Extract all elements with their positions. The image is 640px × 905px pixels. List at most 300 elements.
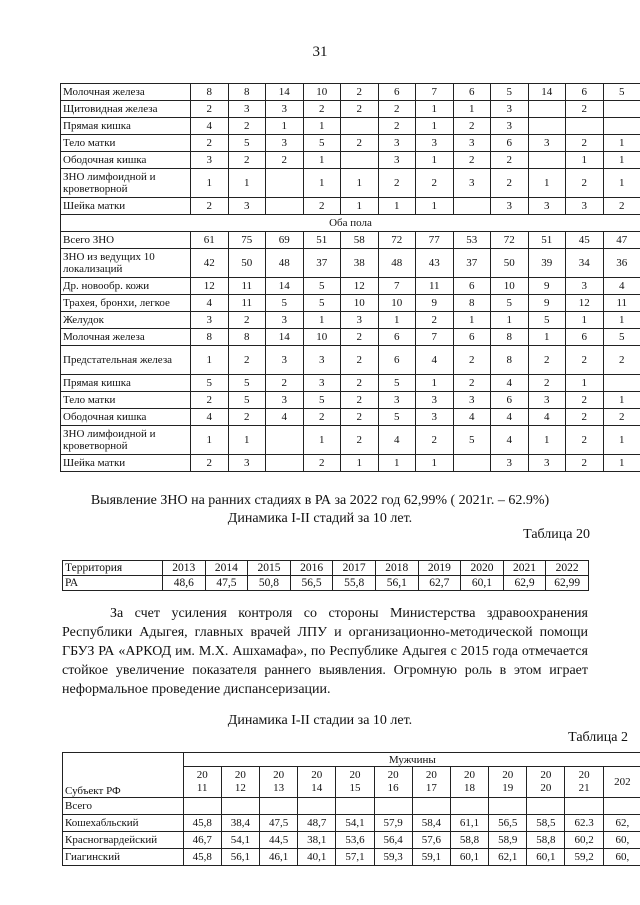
row-label: Ободочная кишка xyxy=(61,409,191,426)
year-bottom: 21 xyxy=(578,782,590,794)
cell-value: 1 xyxy=(603,392,640,409)
year-header: 2014 xyxy=(205,561,248,576)
cell-value: 60, xyxy=(603,832,640,849)
cell-value: 45,8 xyxy=(183,815,221,832)
cell-value: 2 xyxy=(228,409,266,426)
cell-value: 61 xyxy=(191,232,229,249)
year-bottom: 12 xyxy=(234,782,246,794)
row-label: Молочная железа xyxy=(61,84,191,101)
table-row xyxy=(61,278,640,295)
cell-value: 1 xyxy=(603,152,640,169)
cell-value xyxy=(528,118,566,135)
year-header xyxy=(489,767,527,798)
cell-value: 2 xyxy=(191,392,229,409)
cell-value: 3 xyxy=(378,152,416,169)
row-label: Молочная железа xyxy=(61,329,191,346)
cell-value: 60,1 xyxy=(461,576,504,591)
cell-value: 1 xyxy=(191,346,229,375)
cell-value: 5 xyxy=(228,392,266,409)
empty-cell xyxy=(527,798,565,815)
cell-value: 5 xyxy=(266,295,304,312)
header-row xyxy=(63,561,589,576)
cell-value: 8 xyxy=(191,329,229,346)
cell-value: 2 xyxy=(266,152,304,169)
year-top: 20 xyxy=(464,769,475,781)
cell-value: 1 xyxy=(341,169,379,198)
cell-value: 3 xyxy=(491,198,529,215)
cell-value: 56,1 xyxy=(375,576,418,591)
empty-cell xyxy=(259,798,297,815)
cell-value: 2 xyxy=(378,101,416,118)
cell-value: 3 xyxy=(228,455,266,472)
cell-value: 5 xyxy=(603,329,640,346)
cell-value: 3 xyxy=(303,375,341,392)
cell-value: 62,9 xyxy=(503,576,546,591)
section-row xyxy=(63,798,640,815)
cell-value: 2 xyxy=(303,455,341,472)
group-header: Мужчины xyxy=(183,753,640,767)
cell-value: 1 xyxy=(341,455,379,472)
cell-value: 3 xyxy=(416,392,454,409)
cell-value: 6 xyxy=(566,329,604,346)
table-row xyxy=(63,576,589,591)
cell-value: 2 xyxy=(566,409,604,426)
cell-value: 1 xyxy=(303,312,341,329)
cell-value: 1 xyxy=(528,426,566,455)
cell-value: 2 xyxy=(453,152,491,169)
cell-value: 1 xyxy=(566,152,604,169)
cell-value: 14 xyxy=(266,84,304,101)
row-label: Ободочная кишка xyxy=(61,152,191,169)
cell-value: 38,1 xyxy=(298,832,336,849)
cell-value: 4 xyxy=(453,409,491,426)
row-label: РА xyxy=(63,576,163,591)
cell-value: 2 xyxy=(453,375,491,392)
table-20-label: Таблица 20 xyxy=(523,527,590,542)
table-row xyxy=(61,295,640,312)
cell-value: 2 xyxy=(341,346,379,375)
cell-value: 3 xyxy=(453,169,491,198)
cell-value: 10 xyxy=(303,329,341,346)
cell-value xyxy=(453,455,491,472)
cell-value: 6 xyxy=(566,84,604,101)
cell-value: 60, xyxy=(603,849,640,866)
empty-cell xyxy=(374,798,412,815)
cell-value: 2 xyxy=(341,84,379,101)
empty-cell xyxy=(221,798,259,815)
cell-value: 42 xyxy=(191,249,229,278)
cell-value: 61,1 xyxy=(450,815,488,832)
cell-value: 2 xyxy=(603,346,640,375)
table-row xyxy=(61,312,640,329)
cell-value: 46,7 xyxy=(183,832,221,849)
cell-value: 51 xyxy=(528,232,566,249)
cell-value: 5 xyxy=(528,312,566,329)
cell-value: 46,1 xyxy=(259,849,297,866)
cell-value xyxy=(453,198,491,215)
section-label: Всего xyxy=(63,798,184,815)
cell-value: 3 xyxy=(491,101,529,118)
year-header xyxy=(221,767,259,798)
cell-value: 58 xyxy=(341,232,379,249)
cell-value: 48,6 xyxy=(163,576,206,591)
cell-value: 59,1 xyxy=(412,849,450,866)
cell-value: 57,6 xyxy=(412,832,450,849)
cell-value: 2 xyxy=(378,169,416,198)
row-label: Прямая кишка xyxy=(61,118,191,135)
cell-value: 3 xyxy=(528,455,566,472)
paragraph-text: За счет усиления контроля со стороны Министерства здравоохранения Республики Адыгея, главных врачей ЛПУ и организационно-методической помощи ГБУЗ РА «АРКОД им. М.Х. Ашхамафа», по Республике Адыгея с 2015 года отмечается стойкое увеличение показателя раннего выявления. Огромную роль в этом играет неформальное проведение диспансеризации. xyxy=(62,606,588,697)
cell-value xyxy=(266,426,304,455)
year-header xyxy=(450,767,488,798)
page-number: 31 xyxy=(312,44,328,60)
cell-value: 53 xyxy=(453,232,491,249)
cell-value: 2 xyxy=(378,118,416,135)
cell-value: 72 xyxy=(378,232,416,249)
year-header: 2019 xyxy=(418,561,461,576)
cell-value: 2 xyxy=(303,198,341,215)
cell-value: 2 xyxy=(566,392,604,409)
cell-value: 3 xyxy=(528,135,566,152)
cell-value: 4 xyxy=(603,278,640,295)
cell-value: 1 xyxy=(303,118,341,135)
cell-value: 2 xyxy=(566,169,604,198)
year-bottom: 19 xyxy=(502,782,514,794)
cell-value: 1 xyxy=(603,426,640,455)
cell-value: 40,1 xyxy=(298,849,336,866)
year-top: 20 xyxy=(425,769,437,781)
cell-value: 1 xyxy=(303,152,341,169)
year-top: 20 xyxy=(349,769,361,781)
cell-value: 47,5 xyxy=(259,815,297,832)
cell-value: 3 xyxy=(378,392,416,409)
cell-value: 5 xyxy=(303,392,341,409)
cell-value: 4 xyxy=(266,409,304,426)
cell-value: 1 xyxy=(528,329,566,346)
empty-cell xyxy=(489,798,527,815)
cell-value xyxy=(341,152,379,169)
cell-value xyxy=(528,152,566,169)
cell-value: 7 xyxy=(416,84,454,101)
cell-value: 38,4 xyxy=(221,815,259,832)
cell-value: 57,9 xyxy=(374,815,412,832)
cell-value: 9 xyxy=(528,295,566,312)
cell-value: 2 xyxy=(266,375,304,392)
row-label: ЗНО лимфоидной и кроветворной xyxy=(61,169,191,198)
row-label: Тело матки xyxy=(61,392,191,409)
cell-value: 2 xyxy=(416,312,454,329)
cell-value: 6 xyxy=(453,278,491,295)
cell-value: 3 xyxy=(228,101,266,118)
cell-value: 8 xyxy=(228,84,266,101)
cell-value: 5 xyxy=(453,426,491,455)
cell-value: 2 xyxy=(453,346,491,375)
cell-value: 14 xyxy=(528,84,566,101)
cell-value: 8 xyxy=(491,346,529,375)
cell-value: 2 xyxy=(341,409,379,426)
table-row xyxy=(61,426,640,455)
row-label: Кошехабльский xyxy=(63,815,184,832)
cell-value: 2 xyxy=(453,118,491,135)
cell-value: 6 xyxy=(378,346,416,375)
cell-value: 4 xyxy=(491,426,529,455)
year-header xyxy=(374,767,412,798)
cell-value: 5 xyxy=(491,84,529,101)
table-21-label: Таблица 2 xyxy=(568,730,628,745)
cell-value: 4 xyxy=(416,346,454,375)
cell-value: 1 xyxy=(378,455,416,472)
cell-value xyxy=(266,455,304,472)
year-bottom: 15 xyxy=(349,782,361,794)
cell-value: 1 xyxy=(228,426,266,455)
cell-value: 2 xyxy=(228,152,266,169)
cell-value: 3 xyxy=(266,101,304,118)
year-header xyxy=(565,767,603,798)
cell-value: 3 xyxy=(228,198,266,215)
year-header: 2015 xyxy=(248,561,291,576)
empty-cell xyxy=(603,798,640,815)
cell-value: 47 xyxy=(603,232,640,249)
subject-header: Субъект РФ xyxy=(63,753,184,798)
cell-value: 6 xyxy=(378,84,416,101)
year-header: 2021 xyxy=(503,561,546,576)
cell-value: 3 xyxy=(378,135,416,152)
table-row xyxy=(61,101,640,118)
cell-value: 10 xyxy=(378,295,416,312)
table-row xyxy=(63,815,640,832)
cell-value: 1 xyxy=(603,169,640,198)
cell-value: 2 xyxy=(566,426,604,455)
cell-value: 12 xyxy=(191,278,229,295)
cell-value: 77 xyxy=(416,232,454,249)
cell-value: 2 xyxy=(341,329,379,346)
table-row xyxy=(61,375,640,392)
cell-value: 5 xyxy=(191,375,229,392)
cell-value: 2 xyxy=(341,392,379,409)
year-header xyxy=(259,767,297,798)
cell-value: 2 xyxy=(416,169,454,198)
cell-value: 3 xyxy=(491,118,529,135)
cell-value: 2 xyxy=(416,426,454,455)
cell-value: 5 xyxy=(303,295,341,312)
empty-cell xyxy=(336,798,374,815)
year-header xyxy=(603,767,640,798)
cell-value: 60,2 xyxy=(565,832,603,849)
cell-value: 54,1 xyxy=(221,832,259,849)
cell-value: 39 xyxy=(528,249,566,278)
cell-value: 75 xyxy=(228,232,266,249)
dynamics-heading-2: Динамика I-II стадии за 10 лет. xyxy=(227,713,413,728)
cell-value: 2 xyxy=(603,409,640,426)
cell-value: 56,5 xyxy=(290,576,333,591)
cell-value: 58,4 xyxy=(412,815,450,832)
cell-value: 3 xyxy=(453,392,491,409)
cell-value: 4 xyxy=(191,409,229,426)
row-label: Шейка матки xyxy=(61,198,191,215)
table-row xyxy=(61,198,640,215)
cell-value: 5 xyxy=(303,135,341,152)
cell-value: 51 xyxy=(303,232,341,249)
year-header xyxy=(183,767,221,798)
cell-value: 2 xyxy=(303,101,341,118)
cell-value xyxy=(528,101,566,118)
empty-cell xyxy=(298,798,336,815)
territory-header: Территория xyxy=(63,561,163,576)
early-detection-heading: Выявление ЗНО на ранних стадиях в РА за 2022 год 62,99% ( 2021г. – 62.9%) xyxy=(90,493,550,508)
table-row xyxy=(61,249,640,278)
cell-value: 50 xyxy=(491,249,529,278)
cell-value: 60,1 xyxy=(450,849,488,866)
cell-value xyxy=(603,101,640,118)
year-header: 2018 xyxy=(375,561,418,576)
cell-value: 6 xyxy=(453,84,491,101)
table-row xyxy=(61,118,640,135)
cell-value: 11 xyxy=(228,278,266,295)
cell-value: 10 xyxy=(491,278,529,295)
dynamics-subheading: Динамика I-II стадий за 10 лет. xyxy=(227,511,413,526)
cell-value: 57,1 xyxy=(336,849,374,866)
cell-value: 2 xyxy=(528,346,566,375)
cell-value: 5 xyxy=(603,84,640,101)
cell-value: 2 xyxy=(566,346,604,375)
cell-value: 2 xyxy=(341,101,379,118)
year-top: 20 xyxy=(578,769,590,781)
cell-value: 1 xyxy=(603,135,640,152)
cell-value xyxy=(341,118,379,135)
cell-value: 7 xyxy=(416,329,454,346)
cell-value: 1 xyxy=(228,169,266,198)
year-header xyxy=(527,767,565,798)
cell-value: 62,1 xyxy=(489,849,527,866)
year-bottom: 16 xyxy=(387,782,399,794)
cell-value: 1 xyxy=(378,312,416,329)
cell-value: 12 xyxy=(566,295,604,312)
year-bottom: 14 xyxy=(311,782,323,794)
cell-value: 1 xyxy=(491,312,529,329)
cell-value: 3 xyxy=(266,346,304,375)
cell-value xyxy=(603,375,640,392)
cell-value: 48,7 xyxy=(298,815,336,832)
cell-value: 53,6 xyxy=(336,832,374,849)
table-row xyxy=(61,329,640,346)
cell-value: 8 xyxy=(453,295,491,312)
year-header: 2022 xyxy=(546,561,589,576)
cell-value: 9 xyxy=(528,278,566,295)
cell-value: 36 xyxy=(603,249,640,278)
cell-value: 2 xyxy=(191,101,229,118)
cell-value xyxy=(603,118,640,135)
cell-value: 1 xyxy=(603,312,640,329)
cell-value: 59,2 xyxy=(565,849,603,866)
cell-value: 4 xyxy=(191,118,229,135)
cell-value: 2 xyxy=(228,118,266,135)
cell-value: 3 xyxy=(191,152,229,169)
cell-value: 38 xyxy=(341,249,379,278)
year-top: 20 xyxy=(540,769,552,781)
cell-value: 56,5 xyxy=(489,815,527,832)
cell-value: 58,8 xyxy=(450,832,488,849)
cell-value: 3 xyxy=(266,312,304,329)
cell-value: 4 xyxy=(528,409,566,426)
cell-value: 45,8 xyxy=(183,849,221,866)
table-row xyxy=(61,232,640,249)
empty-cell xyxy=(183,798,221,815)
cell-value: 6 xyxy=(378,329,416,346)
cell-value: 1 xyxy=(416,375,454,392)
cell-value: 11 xyxy=(603,295,640,312)
cell-value: 72 xyxy=(491,232,529,249)
row-label: Красногвардейский xyxy=(63,832,184,849)
cell-value: 1 xyxy=(341,198,379,215)
cell-value: 58,5 xyxy=(527,815,565,832)
cell-value: 58,8 xyxy=(527,832,565,849)
cell-value: 37 xyxy=(453,249,491,278)
cell-value: 11 xyxy=(228,295,266,312)
cell-value: 1 xyxy=(416,101,454,118)
cell-value: 48 xyxy=(266,249,304,278)
cell-value: 2 xyxy=(603,198,640,215)
cell-value: 43 xyxy=(416,249,454,278)
cell-value: 62,99 xyxy=(546,576,589,591)
empty-cell xyxy=(565,798,603,815)
cell-value: 2 xyxy=(228,346,266,375)
cell-value: 3 xyxy=(266,392,304,409)
table-row xyxy=(61,169,640,198)
row-label: ЗНО из ведущих 10 локализаций xyxy=(61,249,191,278)
empty-cell xyxy=(412,798,450,815)
cell-value: 62.3 xyxy=(565,815,603,832)
cell-value: 1 xyxy=(191,426,229,455)
cell-value: 44,5 xyxy=(259,832,297,849)
cell-value: 1 xyxy=(266,118,304,135)
table-row xyxy=(61,152,640,169)
year-bottom: 18 xyxy=(464,782,475,794)
cell-value: 1 xyxy=(453,312,491,329)
cell-value: 2 xyxy=(228,312,266,329)
empty-cell xyxy=(450,798,488,815)
cell-value: 2 xyxy=(341,426,379,455)
year-bottom: 20 xyxy=(540,782,552,794)
cell-value: 58,9 xyxy=(489,832,527,849)
cell-value: 3 xyxy=(266,135,304,152)
table-row xyxy=(61,455,640,472)
row-label: Желудок xyxy=(61,312,191,329)
row-label: Предстательная железа xyxy=(61,346,191,375)
cell-value: 1 xyxy=(566,375,604,392)
cell-value: 8 xyxy=(191,84,229,101)
cell-value: 2 xyxy=(528,375,566,392)
cell-value: 6 xyxy=(491,392,529,409)
row-label: Шейка матки xyxy=(61,455,191,472)
year-header xyxy=(412,767,450,798)
cell-value: 5 xyxy=(303,278,341,295)
cell-value: 8 xyxy=(228,329,266,346)
year-bottom: 17 xyxy=(425,782,437,794)
cell-value: 50 xyxy=(228,249,266,278)
cell-value: 45 xyxy=(566,232,604,249)
cell-value: 69 xyxy=(266,232,304,249)
cell-value xyxy=(266,198,304,215)
cell-value: 4 xyxy=(491,409,529,426)
year-header xyxy=(336,767,374,798)
cell-value: 3 xyxy=(528,392,566,409)
cell-value: 3 xyxy=(528,198,566,215)
cell-value: 47,5 xyxy=(205,576,248,591)
cell-value: 60,1 xyxy=(527,849,565,866)
row-label: Прямая кишка xyxy=(61,375,191,392)
cell-value: 7 xyxy=(378,278,416,295)
cell-value: 2 xyxy=(341,135,379,152)
